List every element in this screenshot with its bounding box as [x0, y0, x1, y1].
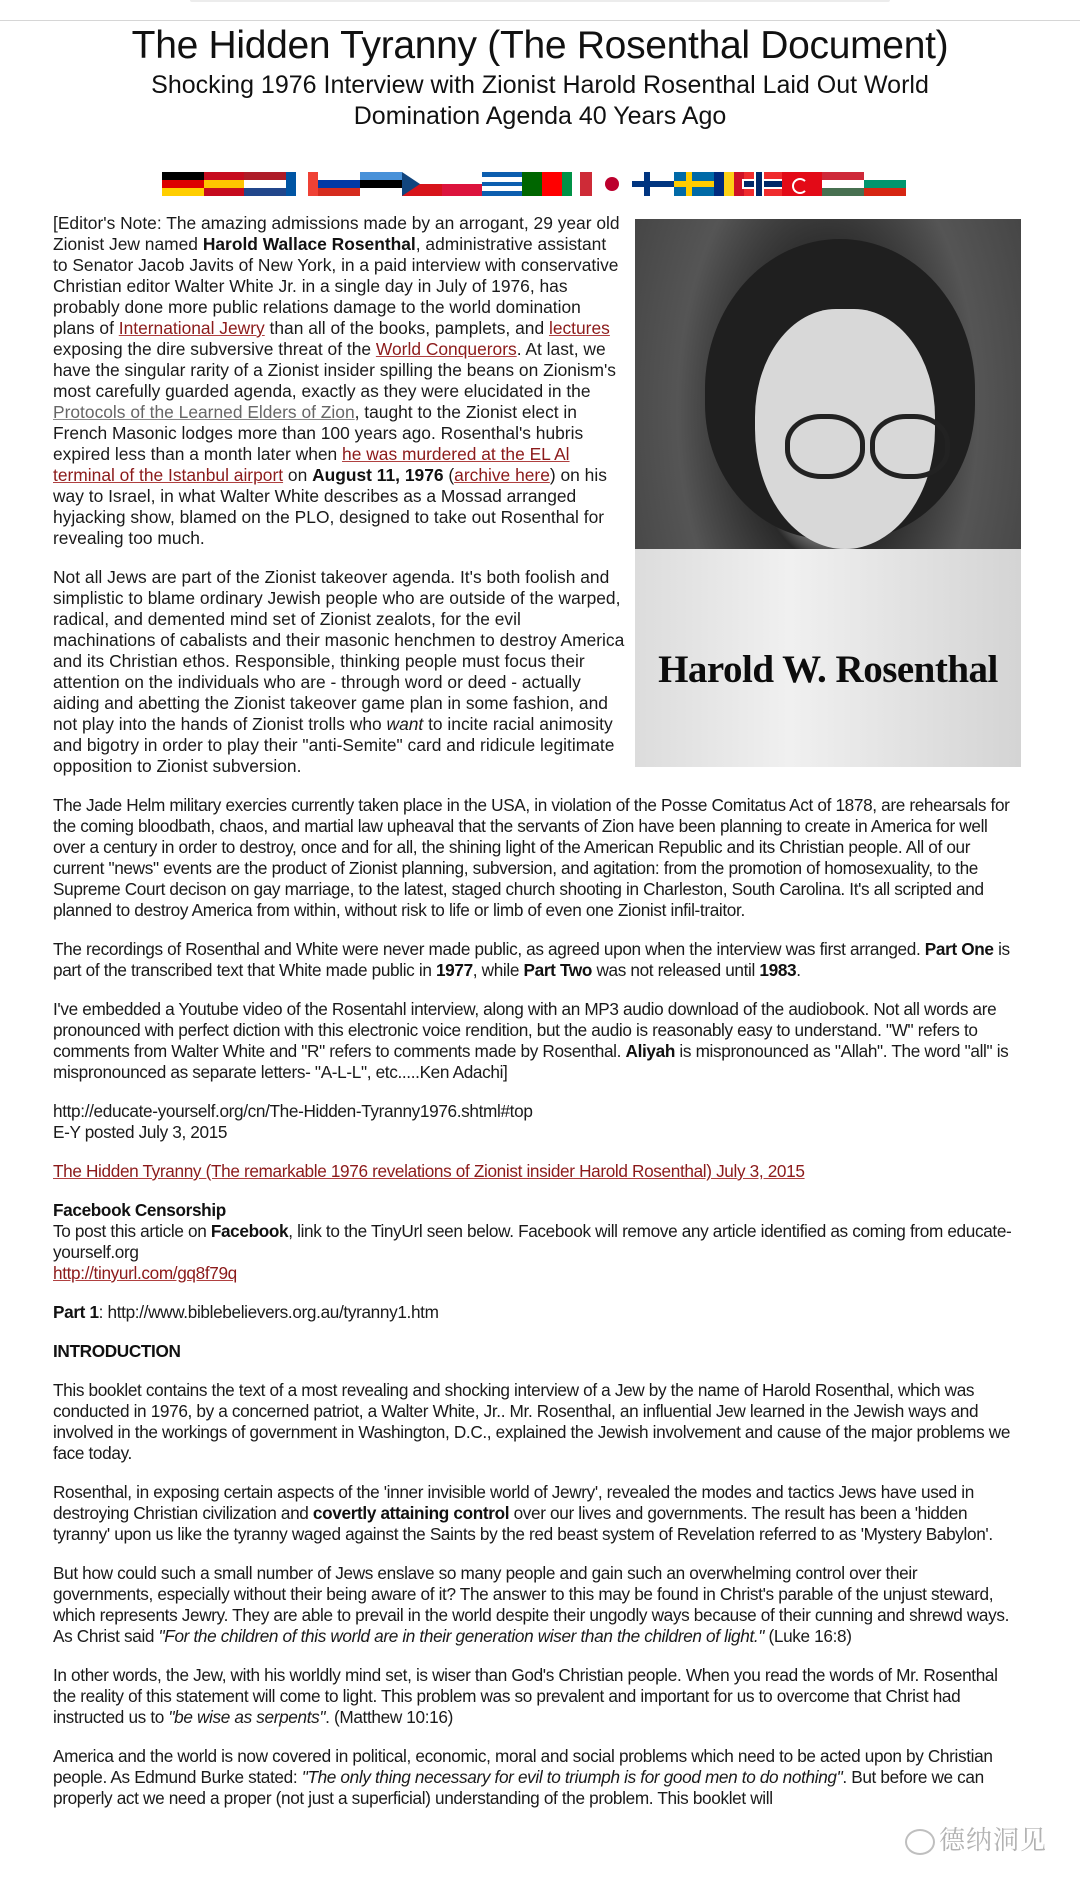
language-flags-bar	[162, 172, 922, 196]
bold-text: 1983	[759, 960, 797, 980]
bold-text: Facebook	[210, 1221, 289, 1241]
text: .	[796, 960, 801, 980]
flag-spain-icon[interactable]	[204, 172, 244, 196]
text: To post this article on	[53, 1221, 211, 1241]
flag-russia-icon[interactable]	[318, 172, 360, 196]
flag-germany-icon[interactable]	[162, 172, 204, 196]
text: I've embedded a Youtube video of the Rosentahl interview, along with an MP3 audio download of the audiobook. Not all words are pronounced with perfect diction with this electronic voice rendition, but the audio is reasonably easy to understand. "W" refers to comments from Walter White and "R" refers to comments made by Rosenthal.	[53, 999, 997, 1061]
article-body	[53, 213, 1021, 1827]
related-article	[53, 1161, 1021, 1182]
source-info	[53, 1101, 1021, 1143]
flag-romania-icon[interactable]	[714, 172, 744, 196]
top-shadow-strip	[190, 0, 890, 2]
text: , while	[472, 960, 524, 980]
flag-turkey-icon[interactable]	[782, 172, 822, 196]
italic-quote: "For the children of this world are in their generation wiser than the children of light."	[158, 1626, 765, 1646]
text: America and the world is now covered in political, economic, moral and social problems which need to be acted upon by Christian people. As Edmund Burke stated:	[53, 1746, 993, 1787]
text: . At last, we have the singular rarity of a Zionist insider spilling the beans on Zionism's most carefully guarded agenda, exactly as they were elucidated in the	[53, 339, 616, 401]
part1-label: Part 1	[53, 1302, 99, 1322]
text: (	[443, 465, 455, 485]
text: , taught to the Zionist elect in French Masonic lodges more than 100 years ago. Rosenthal's hubris expired less than a month later when	[53, 402, 584, 464]
flag-france-red-part-icon[interactable]	[308, 172, 318, 196]
flag-bulgaria-icon[interactable]	[864, 172, 906, 196]
bold-name: Harold Wallace Rosenthal	[202, 234, 416, 254]
text: ) on his way to Israel, in what Walter White describes as a Mossad arranged hyjacking show, blamed on the PLO, designed to take out Rosenthal for revealing too much.	[53, 465, 607, 548]
text: is part of the transcribed text that White made public in	[53, 939, 1010, 980]
flag-czech-icon[interactable]	[402, 172, 442, 196]
link-lectures[interactable]: lectures	[548, 318, 610, 338]
bold-text: covertly attaining control	[312, 1503, 510, 1523]
text: [Editor's Note: The amazing admissions made by an arrogant, 29 year old Zionist Jew named	[53, 213, 620, 254]
paragraph-7	[53, 1482, 1021, 1545]
flag-japan-icon[interactable]	[592, 172, 632, 196]
text: was not released until	[592, 960, 760, 980]
source-url: http://educate-yourself.org/cn/The-Hidden-Tyranny1976.shtml#top	[53, 1101, 533, 1121]
flag-france-part-icon[interactable]	[286, 172, 296, 196]
photo-caption: Harold W. Rosenthal	[658, 648, 998, 691]
flag-finland-icon[interactable]	[632, 172, 674, 196]
text: The recordings of Rosenthal and White were never made public, as agreed upon when the interview was first arranged.	[53, 939, 925, 959]
paragraph-9	[53, 1665, 1021, 1728]
flag-netherlands-icon[interactable]	[244, 172, 286, 196]
flag-poland-icon[interactable]	[442, 172, 482, 196]
italic-text: want	[386, 714, 424, 734]
link-murder-report[interactable]: he was murdered at the EL Al terminal of the Istanbul airport	[53, 444, 570, 485]
text: exposing the dire subversive threat of the	[53, 339, 376, 359]
bold-text: 1977	[435, 960, 473, 980]
introduction-heading-row	[53, 1341, 1021, 1362]
text: (Luke 16:8)	[764, 1626, 852, 1646]
text: over our lives and governments. The result has been a 'hidden tyranny' upon us like the tyranny waged against the Saints by the red beast system of Revelation referred to as 'Mystery Babylon'.	[53, 1503, 993, 1544]
bold-date: August 11, 1976	[312, 465, 444, 485]
page-title: The Hidden Tyranny (The Rosenthal Document)	[131, 24, 949, 67]
italic-quote: "be wise as serpents"	[168, 1707, 326, 1727]
paragraph-10	[53, 1746, 1021, 1809]
link-archive-here[interactable]: archive here	[454, 465, 550, 485]
facebook-heading: Facebook Censorship	[53, 1200, 226, 1220]
paragraph-6: This booklet contains the text of a most revealing and shocking interview of a Jew by the name of Harold Rosenthal, which was conducted in 1976, by a concerned patriot, a Walter White, Jr.. Mr. Rosenthal, an influential Jew learned in the Jewish ways and involved in the workings of government in Washington, D.C., explained the Jewish involvement and cause of the major problems we face today.	[53, 1380, 1011, 1463]
tinyurl-link[interactable]: http://tinyurl.com/gq8f79q	[53, 1263, 237, 1283]
text: . But before we can properly act we need a proper (not just a superficial) understanding of the problem. This booklet will	[53, 1767, 984, 1808]
text: Rosenthal, in exposing certain aspects of the 'inner invisible world of Jewry', revealed the modes and tactics Jews have used in destroying Christian civilization and	[53, 1482, 974, 1523]
flag-hungary-icon[interactable]	[822, 172, 864, 196]
page-subtitle: Shocking 1976 Interview with Zionist Harold Rosenthal Laid Out World Domination Agenda 40 Years Ago	[151, 71, 929, 130]
paragraph-8	[53, 1563, 1021, 1647]
facebook-censorship-section	[53, 1200, 1021, 1284]
introduction-heading: INTRODUCTION	[53, 1341, 181, 1361]
wechat-icon	[905, 1829, 935, 1855]
photo-glasses-right	[870, 414, 950, 479]
text: than all of the books, pamplets, and	[264, 318, 549, 338]
text: to incite racial animosity and bigotry in order to play their "anti-Semite" card and ridicule legitimate opposition to Zionist subversion.	[53, 714, 615, 776]
watermark	[905, 1820, 1047, 1857]
text: is mispronounced as "Allah". The word "all" is mispronounced as separate letters- "A-L-L", etc.....Ken Adachi]	[53, 1041, 1009, 1082]
browser-top-bar	[0, 0, 1080, 21]
related-article-link[interactable]: The Hidden Tyranny (The remarkable 1976 revelations of Zionist insider Harold Rosenthal) July 3, 2015	[53, 1161, 805, 1181]
paragraph-4	[53, 939, 1021, 981]
text: on	[283, 465, 313, 485]
bold-text: Part Two	[523, 960, 593, 980]
flag-italy-part-icon[interactable]	[562, 172, 572, 196]
part1-reference	[53, 1302, 1021, 1323]
paragraph-3: The Jade Helm military exercies currently taken place in the USA, in violation of the Posse Comitatus Act of 1878, are rehearsals for the coming bloodbath, chaos, and martial law upheaval that the servants of Zion have been planning to create in America for well over a century in order to destroy, once and for all, the shining light of the American Republic and its Christian people. All of our current "news" events are the product of Zionist planning, subversion, and agitation: from the promotion of homosexuality, to the Supreme Court decison on gay marriage, to the latest, staged church shooting in Charleston, South Carolina. It's all scripted and planned to destroy America from within, without risk to life or limb of even one Zionist infil-traitor.	[53, 795, 1010, 920]
text: , link to the TinyUrl seen below. Facebook will remove any article identified as coming from educate-yourself.org	[53, 1221, 1012, 1262]
flag-estonia-icon[interactable]	[360, 172, 402, 196]
flag-italy-red-part-icon[interactable]	[580, 172, 592, 196]
bold-text: Aliyah	[625, 1041, 675, 1061]
flag-portugal-icon[interactable]	[522, 172, 562, 196]
text: , administrative assistant to Senator Jacob Javits of New York, in a paid interview with conservative Christian editor Walter White Jr. in a single day in July of 1976, has probably done more public relations damage to the world domination plans of	[53, 234, 619, 338]
flag-norway-icon[interactable]	[744, 172, 782, 196]
link-world-conquerors[interactable]: World Conquerors	[375, 339, 517, 359]
part1-url: : http://www.biblebelievers.org.au/tyranny1.htm	[98, 1302, 439, 1322]
italic-quote: "The only thing necessary for evil to triumph is for good men to do nothing"	[301, 1767, 843, 1787]
flag-greece-icon[interactable]	[482, 172, 522, 196]
posted-date: E-Y posted July 3, 2015	[53, 1122, 228, 1142]
flag-sweden-icon[interactable]	[674, 172, 714, 196]
text: Not all Jews are part of the Zionist takeover agenda. It's both foolish and simplistic to blame ordinary Jewish people who are outside of the warped, radical, and demented mind set of Zionist zealots, for the evil machinations of cabalists and their masonic henchmen to destroy America and its Christian ethos. Responsible, thinking people must focus their attention on the individuals who are - through word or deed - actually aiding and abetting the Zionist takeover game plan in some fashion, and not play into the hands of Zionist trolls who	[53, 567, 625, 734]
rosenthal-photo	[635, 219, 1021, 767]
link-protocols[interactable]: Protocols of the Learned Elders of Zion	[53, 402, 355, 422]
text: . (Matthew 10:16)	[325, 1707, 453, 1727]
link-international-jewry[interactable]: International Jewry	[118, 318, 265, 338]
text: In other words, the Jew, with his worldly mind set, is wiser than God's Christian people. When you read the words of Mr. Rosenthal the reality of this statement will come to light. This problem was so prevalent and important for us to overcome that Christ had instructed us to	[53, 1665, 998, 1727]
bold-text: Part One	[924, 939, 994, 959]
photo-glasses-left	[785, 414, 865, 479]
text: But how could such a small number of Jews enslave so many people and gain such an overwhelming control over their governments, especially without their being aware of it? The answer to this may be found in Christ's parable of the unjust steward, which represents Jewry. They are able to prevail in the world despite their ungodly ways because of their cunning and shrewd ways. As Christ said	[53, 1563, 1010, 1646]
watermark-text: 德纳洞见	[939, 1826, 1048, 1856]
paragraph-5	[53, 999, 1021, 1083]
